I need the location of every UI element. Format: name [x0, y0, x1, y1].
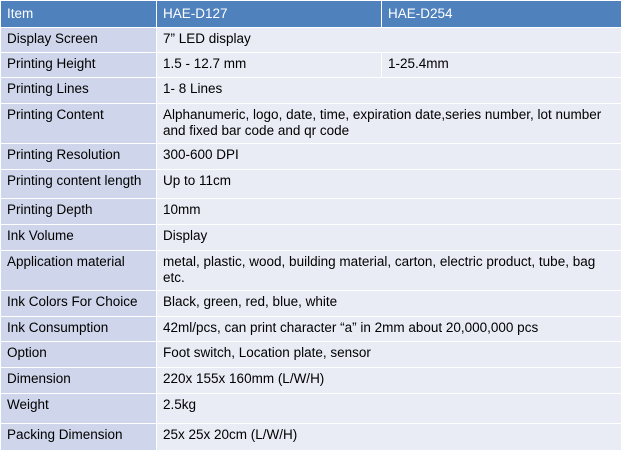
table-row	[1, 250, 622, 291]
row-value: 220x 155x 160mm (L/W/H)	[157, 367, 622, 393]
table-row	[1, 103, 622, 144]
row-value: metal, plastic, wood, building material, carton, electric product, tube, bag etc.	[157, 250, 622, 291]
row-label: Printing Content	[1, 103, 157, 144]
row-label: Packing Dimension	[1, 423, 157, 451]
table-row	[1, 291, 622, 316]
row-value: Foot switch, Location plate, sensor	[157, 342, 622, 367]
row-value: Up to 11cm	[157, 169, 622, 198]
table-row	[1, 394, 622, 423]
table-row	[1, 342, 622, 367]
table-row	[1, 28, 622, 52]
table-row	[1, 199, 622, 225]
row-value: 2.5kg	[157, 394, 622, 423]
row-label: Option	[1, 342, 157, 367]
row-value: Alphanumeric, logo, date, time, expiration date,series number, lot number and fixed bar code and qr code	[157, 103, 622, 144]
row-label: Ink Consumption	[1, 316, 157, 341]
header-model-d254: HAE-D254	[382, 1, 622, 28]
row-label: Printing Resolution	[1, 144, 157, 169]
row-label: Application material	[1, 250, 157, 291]
row-value: 300-600 DPI	[157, 144, 622, 169]
row-value: 10mm	[157, 199, 622, 225]
table-row	[1, 52, 622, 77]
header-model-d127: HAE-D127	[157, 1, 382, 28]
row-value: 25x 25x 20cm (L/W/H)	[157, 423, 622, 451]
row-value: 7” LED display	[157, 28, 622, 52]
row-value: 1- 8 Lines	[157, 78, 622, 103]
row-value-d254: 1-25.4mm	[382, 52, 622, 77]
header-item: Item	[1, 1, 157, 28]
table-row	[1, 78, 622, 103]
row-label: Ink Volume	[1, 225, 157, 250]
table-row	[1, 169, 622, 198]
table-row	[1, 225, 622, 250]
table-row	[1, 316, 622, 341]
table-row	[1, 367, 622, 393]
row-label: Dimension	[1, 367, 157, 393]
row-label: Display Screen	[1, 28, 157, 52]
row-label: Printing content length	[1, 169, 157, 198]
row-label: Printing Depth	[1, 199, 157, 225]
row-label: Ink Colors For Choice	[1, 291, 157, 316]
row-value: Black, green, red, blue, white	[157, 291, 622, 316]
header-row	[1, 1, 622, 28]
table-row	[1, 423, 622, 451]
row-value: Display	[157, 225, 622, 250]
row-label: Weight	[1, 394, 157, 423]
row-label: Printing Lines	[1, 78, 157, 103]
row-label: Printing Height	[1, 52, 157, 77]
table-row	[1, 144, 622, 169]
row-value-d127: 1.5 - 12.7 mm	[157, 52, 382, 77]
row-value: 42ml/pcs, can print character “a” in 2mm about 20,000,000 pcs	[157, 316, 622, 341]
